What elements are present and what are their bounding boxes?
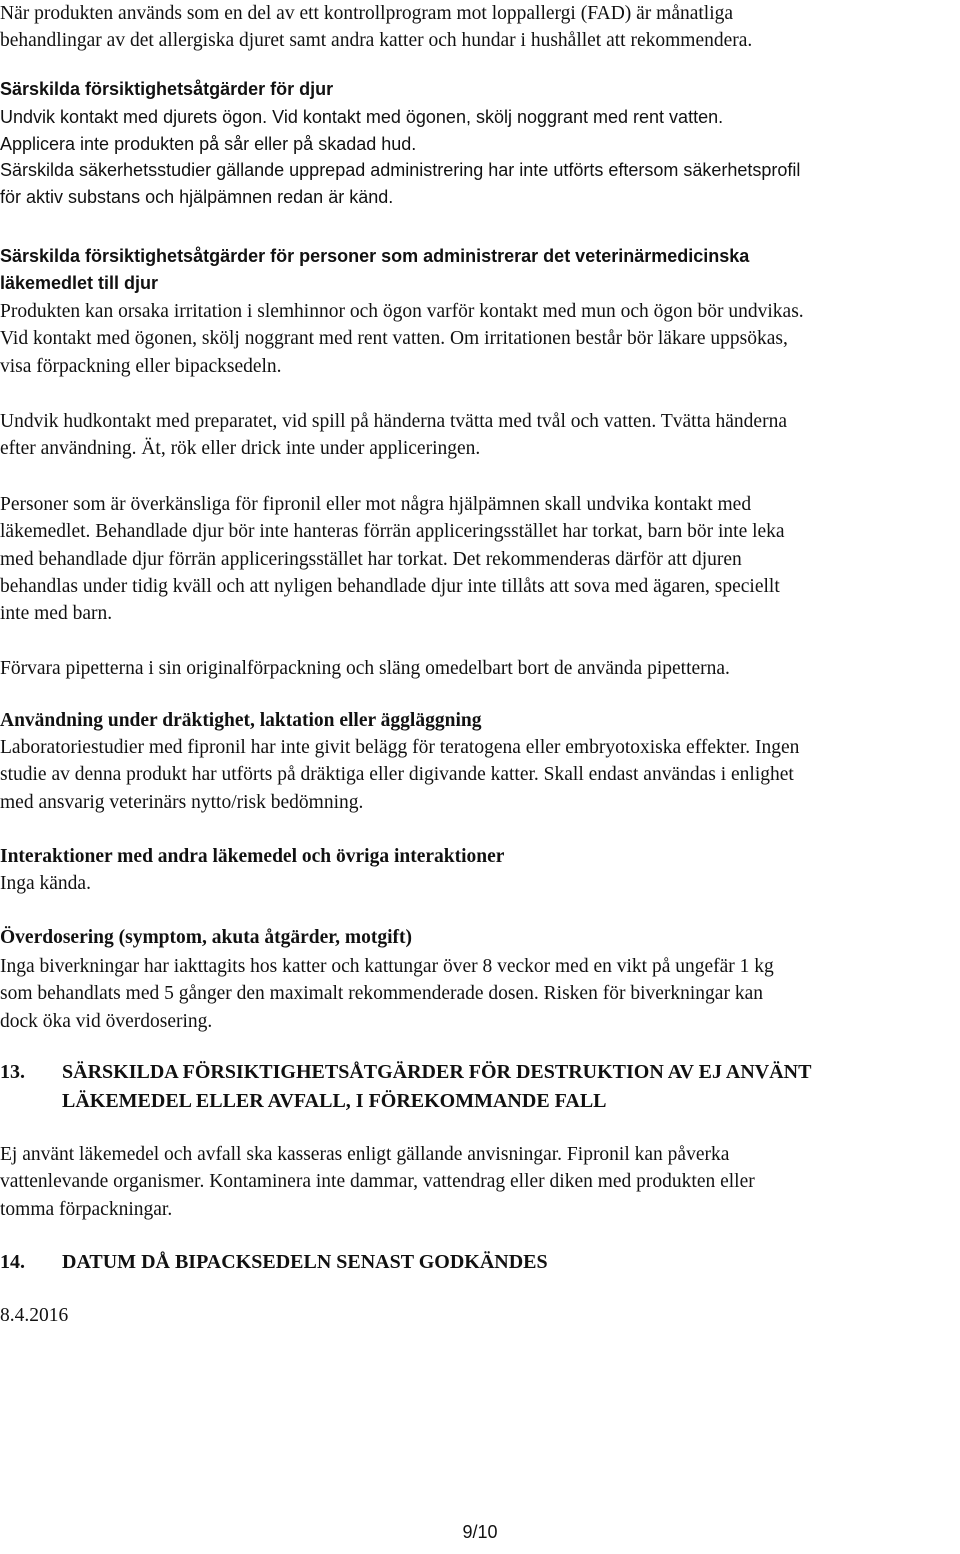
section-14-title: DATUM DÅ BIPACKSEDELN SENAST GODKÄNDES: [62, 1251, 548, 1273]
overdose-body: Inga biverkningar har iakttagits hos katter och kattungar över 8 veckor med en vikt på ungefär 1 kg som behandlats med 5 gånger den maximalt rekommenderade dosen. Risken för biverkningar kan dock öka vid överdosering.: [0, 956, 774, 1032]
section-14-number: 14.: [0, 1251, 25, 1273]
intro-paragraph: När produkten används som en del av ett kontrollprogram mot loppallergi (FAD) är månatliga behandlingar av det allergiska djuret samt andra katter och hundar i hushållet att rekommendera.: [0, 3, 753, 52]
approval-date: 8.4.2016: [0, 1305, 69, 1326]
interactions-body: Inga kända.: [0, 873, 91, 894]
interactions-heading: Interaktioner med andra läkemedel och övriga interaktioner: [0, 846, 505, 867]
persons-paragraph-1: Produkten kan orsaka irritation i slemhinnor och ögon varför kontakt med mun och ögon bör undvikas. Vid kontakt med ögonen, skölj noggrant med rent vatten. Om irritationen består bör läkare uppsökas, visa förpackning eller bipacksedeln.: [0, 301, 804, 377]
persons-paragraph-4: Förvara pipetterna i sin originalförpackning och släng omedelbart bort de använda pipetterna.: [0, 658, 730, 679]
section-13-body: Ej använt läkemedel och avfall ska kasseras enligt gällande anvisningar. Fipronil kan påverka vattenlevande organismer. Kontaminera inte dammar, vattendrag eller diken med produkten eller tomma förpackningar.: [0, 1144, 755, 1220]
page-number: 9/10: [462, 1522, 498, 1542]
persons-paragraph-3: Personer som är överkänsliga för fipronil eller mot några hjälpämnen skall undvika kontakt med läkemedlet. Behandlade djur bör inte hanteras förrän appliceringsstället har torkat, barn bör inte leka med behandlade djur förrän appliceringsstället har torkat. Det rekommenderas därför att djuren behandlas under tidig kväll och att nyligen behandlade djur inte tillåts att sova med ägaren, speciellt inte med barn.: [0, 494, 785, 625]
section-13-title: SÄRSKILDA FÖRSIKTIGHETSÅTGÄRDER FÖR DESTRUKTION AV EJ ANVÄNT LÄKEMEDEL ELLER AVFALL, I FÖREKOMMANDE FALL: [62, 1061, 812, 1112]
animals-body: Undvik kontakt med djurets ögon. Vid kontakt med ögonen, skölj noggrant med rent vatten. Applicera inte produkten på sår eller på skadad hud. Särskilda säkerhetsstudier gällande upprepad administrering har inte utförts eftersom säkerhetsprofil för aktiv substans och hjälpämnen redan är känd.: [0, 107, 801, 207]
overdose-heading: Överdosering (symptom, akuta åtgärder, motgift): [0, 927, 412, 948]
section-13-number: 13.: [0, 1061, 25, 1083]
pregnancy-body: Laboratoriestudier med fipronil har inte givit belägg för teratogena eller embryotoxiska effekter. Ingen studie av denna produkt har utförts på dräktiga eller digivande katter. Skall endast användas i enlighet med ansvarig veterinärs nytto/risk bedömning.: [0, 737, 800, 813]
animals-heading: Särskilda försiktighetsåtgärder för djur: [0, 79, 334, 99]
pregnancy-heading: Användning under dräktighet, laktation eller äggläggning: [0, 710, 482, 731]
persons-heading: Särskilda försiktighetsåtgärder för personer som administrerar det veterinärmedicinska läkemedlet till djur: [0, 246, 750, 293]
persons-paragraph-2: Undvik hudkontakt med preparatet, vid spill på händerna tvätta med tvål och vatten. Tvätta händerna efter användning. Ät, rök eller drick inte under appliceringen.: [0, 411, 787, 460]
